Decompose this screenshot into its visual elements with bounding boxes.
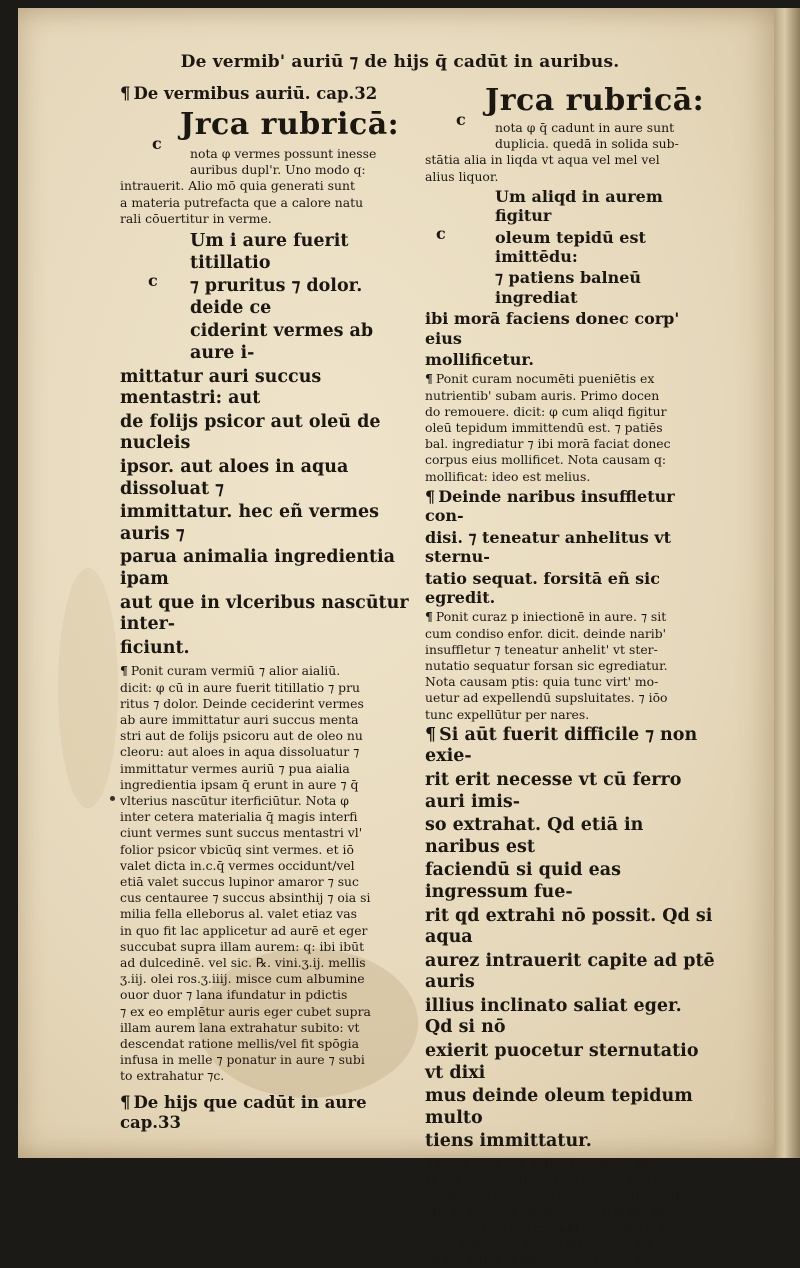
intro-line: alius liquor. [425,168,499,184]
margin-letter: c [152,134,162,153]
commentary-line: folior psicor vbicūq sint vermes. et iō [120,841,354,857]
page-edge [774,8,800,1158]
commentary-line: to extrahatur ⁊c. [120,1068,225,1084]
commentary-line [120,663,420,679]
commentary-line: dicit: φ cū in aure fuerit titillatio ⁊ pru [120,679,360,695]
commentary-line: illam aurem lana extrahatur subito: vt [120,1019,360,1035]
commentary-line: oleū tepidum immittendū est. ⁊ patiēs [425,420,663,436]
margin-letter: c [148,271,158,290]
commentary-line: ⁊ ex eo emplētur auris eger cubet supra [120,1003,371,1019]
commentary-line: etiā valet succus lupinor amaror ⁊ suc [120,873,359,889]
text-line: exierit puocetur sternutatio vt dixi [425,1041,699,1083]
commentary-line: etiā in naribus est faciendū si φ eas in- [425,1203,669,1219]
commentary [425,371,715,484]
pilcrow-icon: ¶ [120,1092,131,1112]
commentary-line: ʒ.iij. olei ros.ʒ.iiij. misce cum albumine [120,971,365,987]
commentary-line [425,1155,715,1171]
commentary-line: mollificat: ideo est melius. [425,468,591,484]
text-block [425,187,715,370]
text-line: ficiunt. [120,637,190,658]
commentary-line: ouor duor ⁊ lana ifundatur in pdictis [120,987,348,1003]
commentary-line: nutrientib' subam auris. Primo docen [425,387,660,403]
text-line: ibi morā faciens donec corp' eius [425,309,680,348]
text-line: aurez intrauerit capite ad ptē auris [425,950,715,993]
chapter-heading-text: De hijs que cadūt in aure cap.33 [120,1092,367,1132]
commentary-text: Ponit curam vermiū ⁊ alior aialiū. [130,663,341,679]
commentary-text: Ponit curā per ingressum aque. dicit: [435,1155,670,1171]
margin-dot [110,796,115,801]
margin-letter: c [436,224,446,243]
commentary-line: nutatio sequatur forsan sic egrediatur. [425,657,668,673]
commentary-line: gressum fuerit φ extrahi nō posset φ si [425,1219,670,1235]
pilcrow-icon: ¶ [425,724,437,745]
text-line: oleum tepidū est imittēdu: [495,227,646,267]
text-line: aut que in vlceribus nascūtur inter- [120,592,409,635]
chapter-heading [120,1093,420,1133]
intro-line: nota φ vermes possunt inesse [190,146,377,161]
pilcrow-icon: ¶ [425,486,436,506]
commentary-line: vlterius nascūtur iterficiūtur. Nota φ [120,792,349,808]
commentary-line: milia fella elleborus al. valet etiaz vas [120,906,358,922]
commentary-line: cum condiso enfor. dicit. deinde narib' [425,625,667,641]
text-line [425,487,715,526]
commentary-text: Ponit curaz p iniectionē in aure. ⁊ sit [435,609,667,625]
text-line: ciderint vermes ab aure i- [190,321,374,363]
text-line: ⁊ pruritus ⁊ dolor. deide ce [190,276,363,318]
intro-line: auribus dupl'r. Uno modo q: [190,162,366,178]
text-line: ⁊ patiens balneū ingrediat [495,268,642,307]
intro-line: stātia alia in liqda vt aqua vel mel vel [425,152,660,168]
commentary-line: inter cetera materialia q̄ magis interfi [120,809,358,825]
text-line: parua animalia ingredientia ipam [120,547,396,589]
initial-heading: Jrca rubricā: [485,83,705,118]
text-line: de folijs psicor aut oleū de nucleis [120,411,381,454]
commentary-line: uetur ad expellendū supsluitates. ⁊ iōo [425,690,668,706]
text-line: Um aliqd in aurem figitur [495,186,663,226]
commentary-line: ciunt vermes sunt succus mentastri vl' [120,825,363,841]
commentary-line: Nota causam ptis: quia tunc virt' mo- [425,674,659,690]
commentary [425,609,715,722]
text-line: ipsor. aut aloes in aqua dissoluat ⁊ [120,456,349,499]
commentary-line: in quo fit lac applicetur ad aurē et eger [120,922,368,938]
intro-line: intrauerit. Alio mō quia generati sunt [120,178,355,194]
right-column [425,84,715,1268]
left-column [120,84,420,1137]
text-block [425,725,715,1153]
text-block [120,231,420,659]
intro-line: duplicia. quedā in solida sub- [495,136,679,152]
text-line: illius inclinato saliat eger. Qd si nō [425,995,682,1038]
margin-letter: c [456,110,466,129]
commentary-line: valet dicta in.c.q̄ vermes occidunt/vel [120,857,355,873]
commentary-line: immittatur vermes auriū ⁊ pua aialia [120,760,350,776]
pilcrow-icon: ¶ [425,371,433,387]
commentary-line: ab aure immittatur auri succus menta [120,711,359,727]
commentary-line [425,609,715,625]
initial-heading: Jrca rubricā: [180,107,400,142]
text-line: immittatur. hec eñ vermes auris ⁊ [120,502,380,544]
text-line: rit qd extrahi nō possit. Qd si aqua [425,905,713,948]
commentary-line: ad dulcedinē. vel sic. ℞. vini.ʒ.ij. mellis [120,954,366,970]
commentary-line: corpus eius mollificet. Nota causam q: [425,452,667,468]
commentary [425,1155,715,1268]
pilcrow-icon: ¶ [425,609,433,625]
commentary-line: cesse cum ferro auri imisso extrahere: q: [425,1187,684,1203]
commentary-line: aqua intrauerit capite ad partem au- [425,1236,655,1252]
text-block [425,487,715,607]
text-line [425,725,715,768]
commentary-line: ris illi' iclinato saliat eger. ⁊ si nō exie- [425,1252,666,1268]
text-line: rit erit necesse vt cū ferro auri imis- [425,769,682,812]
chapter-heading [120,84,420,104]
text-line: Um i aure fuerit titillatio [190,231,349,273]
commentary-line: cleoru: aut aloes in aqua dissoluatur ⁊ [120,744,360,760]
commentary-text: Ponit curam nocumēti pueniētis ex [435,371,655,387]
page-stain [58,568,118,808]
text-line: faciendū si quid eas ingressum fue- [425,860,621,902]
text-line: mittatur auri succus mentastri: aut [120,366,322,409]
text-line: so extrahat. Qd etiā in naribus est [425,815,644,857]
commentary-line: do remouere. dicit: φ cum aliqd figitur [425,403,667,419]
intro-line: rali cōuertitur in verme. [120,210,272,226]
chapter-heading-text: De vermibus auriū. cap.32 [133,84,378,103]
commentary-line: ritus ⁊ dolor. Deinde ceciderint vermes [120,695,364,711]
commentary-line [425,371,715,387]
commentary-line: cus centauree ⁊ succus absinthij ⁊ oia si [120,890,371,906]
commentary-line: tunc expellūtur per nares. [425,706,590,722]
pilcrow-icon: ¶ [120,663,128,679]
intro-line: nota φ q̄ cadunt in aure sunt [495,120,675,135]
commentary-line: insuffletur ⁊ teneatur anhelit' vt ster- [425,641,658,657]
commentary-line: ingredientia ipsam q̄ erunt in aure ⁊ q̄ [120,776,359,792]
commentary-line: si aūt fuerit difficile ⁊ nō exierit erit ne [425,1171,669,1187]
commentary-line: bal. ingrediatur ⁊ ibi morā faciat donec [425,436,671,452]
commentary-line: stri aut de folijs psicoru aut de oleo nu [120,728,363,744]
text-line: mollificetur. [425,350,534,370]
text-line: mus deinde oleum tepidum multo [425,1086,693,1128]
running-head: De vermib' auriū ⁊ de hijs q̄ cadūt in auribus. [180,52,620,72]
commentary-line: succubat supra illam aurem: q: ibi ibūt [120,938,365,954]
text-line: tatio sequat. forsitā eñ sic egredit. [425,568,660,607]
pilcrow-icon: ¶ [425,1155,433,1171]
text-line-text: Deinde naribus insuffletur con- [425,486,675,526]
pilcrow-icon: ¶ [120,84,131,103]
text-line: disi. ⁊ teneatur anhelitus vt sternu- [425,527,672,567]
intro-line: a materia putrefacta que a calore natu [120,194,364,210]
text-line-text: Si aūt fuerit difficile ⁊ non exie- [425,724,698,767]
commentary-line: infusa in melle ⁊ ponatur in aure ⁊ subi [120,1052,365,1068]
commentary [120,663,420,1084]
commentary-line: descendat ratione mellis/vel fit spōgia [120,1035,360,1051]
text-line: tiens immittatur. [425,1131,592,1152]
